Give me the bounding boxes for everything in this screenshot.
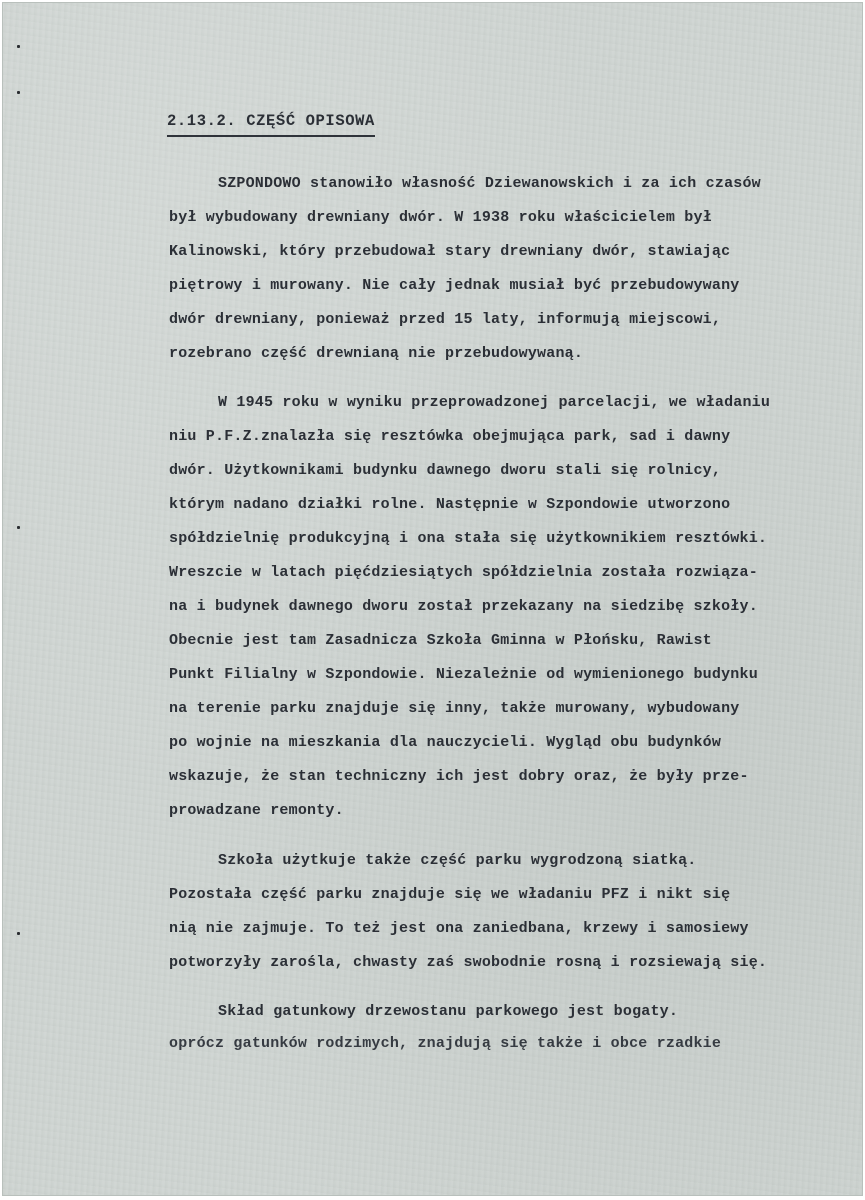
text-line: oprócz gatunków rodzimych, znajdują się także i obce rzadkie [169, 1035, 722, 1052]
typewritten-text [2, 2, 863, 1196]
text-line: Pozostała część parku znajduje się we władaniu PFZ i nikt się [169, 886, 731, 903]
section-heading: 2.13.2. CZĘŚĆ OPISOWA [167, 110, 375, 137]
text-line: dwór. Użytkownikami budynku dawnego dworu stali się rolnicy, [169, 462, 722, 479]
text-line: na terenie parku znajduje się inny, także murowany, wybudowany [169, 700, 740, 717]
text-line: Szkoła użytkuje także część parku wygrodzoną siatką. [218, 852, 697, 869]
text-line: spółdzielnię produkcyjną i ona stała się użytkownikiem resztówki. [169, 530, 768, 547]
text-line: Punkt Filialny w Szpondowie. Niezależnie od wymienionego budynku [169, 666, 758, 683]
text-line: Skład gatunkowy drzewostanu parkowego jest bogaty. [218, 1003, 679, 1020]
text-line: Obecnie jest tam Zasadnicza Szkoła Gminna w Płońsku, Rawist [169, 632, 712, 649]
text-line: niu P.F.Z.znalazła się resztówka obejmująca park, sad i dawny [169, 428, 731, 445]
text-line: Kalinowski, który przebudował stary drewniany dwór, stawiając [169, 243, 731, 260]
text-line: prowadzane remonty. [169, 802, 344, 819]
text-line: piętrowy i murowany. Nie cały jednak musiał być przebudowywany [169, 277, 740, 294]
text-line: był wybudowany drewniany dwór. W 1938 roku właścicielem był [169, 209, 712, 226]
text-line: W 1945 roku w wyniku przeprowadzonej parcelacji, we władaniu [218, 394, 771, 411]
text-line: którym nadano działki rolne. Następnie w Szpondowie utworzono [169, 496, 731, 513]
text-line: na i budynek dawnego dworu został przekazany na siedzibę szkoły. [169, 598, 758, 615]
document-page [2, 2, 863, 1196]
text-line: dwór drewniany, ponieważ przed 15 laty, informują miejscowi, [169, 311, 722, 328]
text-line: po wojnie na mieszkania dla nauczycieli. Wygląd obu budynków [169, 734, 722, 751]
text-line: wskazuje, że stan techniczny ich jest dobry oraz, że były prze- [169, 768, 749, 785]
text-line: SZPONDOWO stanowiło własność Dziewanowskich i za ich czasów [218, 175, 761, 192]
text-line: rozebrano część drewnianą nie przebudowywaną. [169, 345, 584, 362]
text-line: nią nie zajmuje. To też jest ona zaniedbana, krzewy i samosiewy [169, 920, 749, 937]
text-line: potworzyły zarośla, chwasty zaś swobodnie rosną i rozsiewają się. [169, 954, 768, 971]
text-line: Wreszcie w latach pięćdziesiątych spółdzielnia została rozwiąza- [169, 564, 758, 581]
